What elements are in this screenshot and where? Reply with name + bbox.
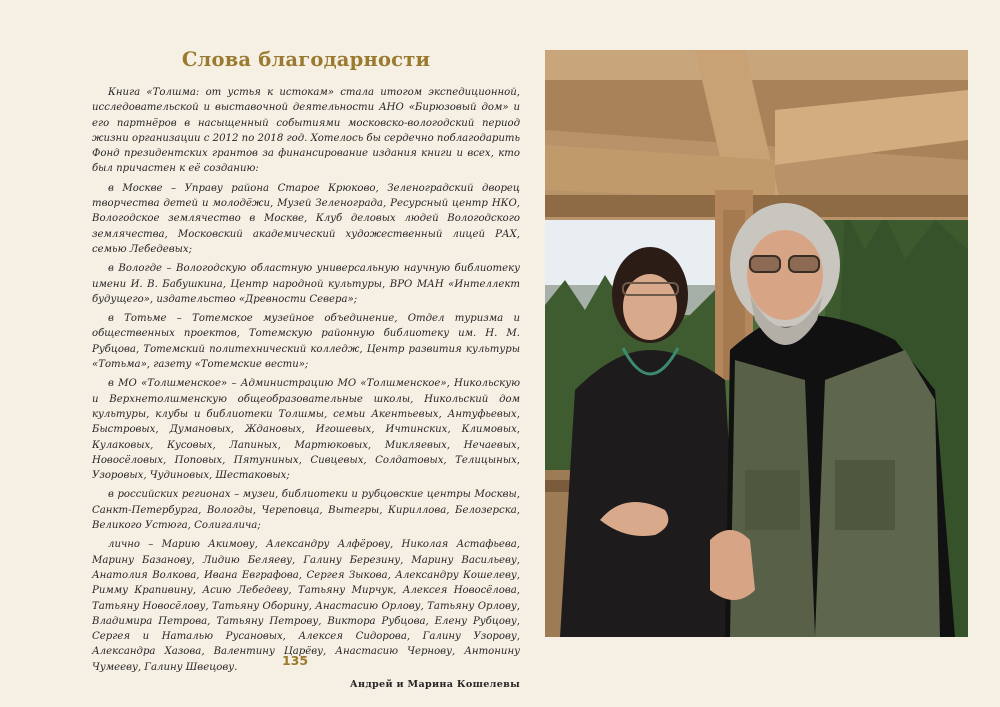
paragraph-personal: лично – Марию Акимову, Александру Алфёрову, Николая Астафьева, Марину Базанову, Лидию Беляеву, Галину Березину, Марину Васильеву, Анатолия Волкова, Ивана Евграфова, Сергея Зыкова, Александру Кошелеву, Римму Крапивину, Асию Лебедеву, Татьяну Мирчук, Алексея Новосёлова, Татьяну Новосёлову, Татьяну Оборину, Анастасию Орлову, Татьяну Орлову, Владимира Петрова, Татьяну Петрову, Виктора Рубцова, Елену Рубцову, Сергея и Наталью Русановых, Алексея Сидорова, Галину Узорову, Александра Хазова, Валентину Царёву, Анастасию Чернову, Антонину Чумееву, Галину Швецову. xyxy=(92,539,520,673)
paragraph-tolshmenskoe: в МО «Толшменское» – Администрацию МО «Толшменское», Никольскую и Верхнетолшменскую общеобразовательные школы, Никольский дом культуры, клубы и библиотеки Толшмы, семьи Акентьевых, Антуфьевых, Быстровых, Думановых, Ждановых, Игошевых, Ичтинских, Климовых, Кулаковых, Кусовых, Лапиных, Мартюковых, Микляевых, Нечаевых, Новосёловых, Поповых, Пятуниных, Сивцевых, Солдатовых, Телицыных, Узоровых, Чудиновых, Шестаковых; xyxy=(92,378,520,482)
paragraph-moscow: в Москве – Управу района Старое Крюково, Зеленоградский дворец творчества детей и молодёжи, Музей Зеленограда, Ресурсный центр НКО, Вологодское землячество в Москве, Клуб деловых людей Вологодского землячества, Московский академический художественный лицей РАХ, семью Лебедевых; xyxy=(92,182,520,255)
paragraph-totma: в Тотьме – Тотемское музейное объединение, Отдел туризма и общественных проектов, Тотемскую районную библиотеку им. Н. М. Рубцова, Тотемский политехнический колледж, Центр развития культуры «Тотьма», газету «Тотемские вести»; xyxy=(92,313,520,371)
photo-authors xyxy=(545,50,968,637)
page-title: Слова благодарности xyxy=(181,48,431,71)
signature: Андрей и Марина Кошелевы xyxy=(349,678,520,690)
paragraph-vologda: в Вологде – Вологодскую областную универсальную научную библиотеку имени И. В. Бабушкина, Центр народной культуры, ВРО МАН «Интеллект будущего», издательство «Древности Севера»; xyxy=(92,263,520,305)
body-text xyxy=(92,85,520,675)
paragraph-regions: в российских регионах – музеи, библиотеки и рубцовские центры Москвы, Санкт-Петербурга, Вологды, Череповца, Вытегры, Кириллова, Белозерска, Великого Устюга, Солигалича; xyxy=(92,489,520,532)
page-number: 135 xyxy=(281,653,309,668)
paragraph-intro: Книга «Толшма: от устья к истокам» стала итогом экспедиционной, исследовательской и выставочной деятельности АНО «Бирюзовый дом» и его партнёров в насыщенный событиями московско-вологодский период жизни организации с 2012 по 2018 год. Хотелось бы сердечно поблагодарить Фонд президентских грантов за финансирование издания книги и всех, кто был причастен к её созданию: xyxy=(92,87,520,175)
text-column xyxy=(92,48,520,690)
